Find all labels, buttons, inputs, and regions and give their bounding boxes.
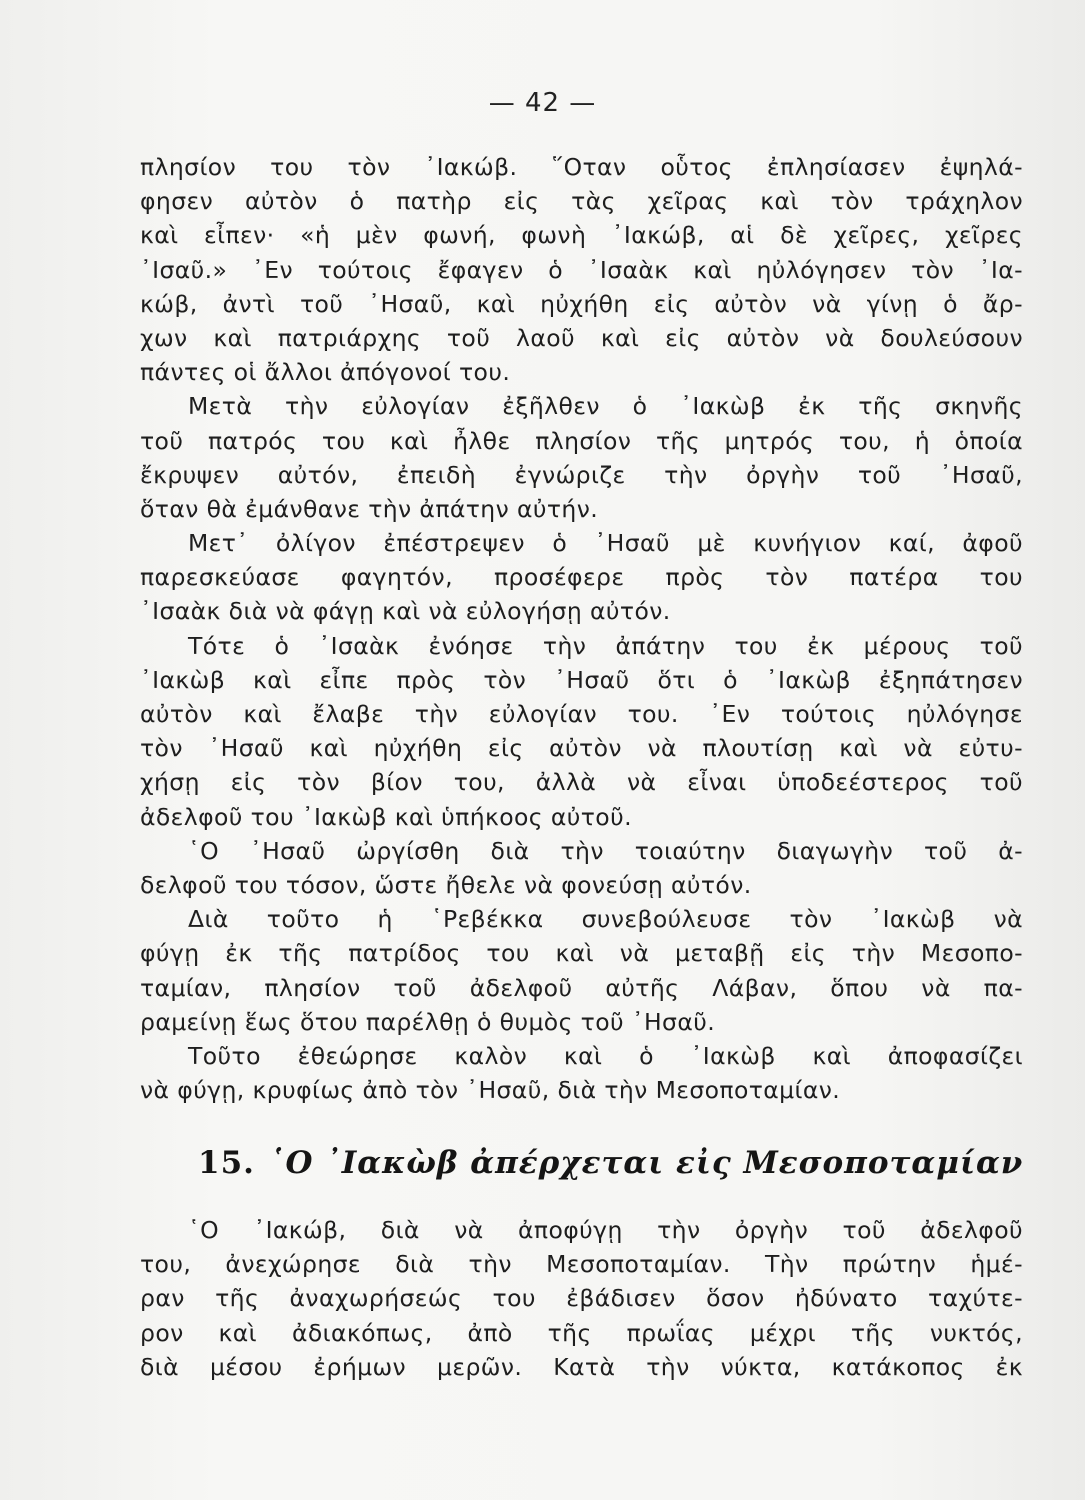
section-number: 15. <box>198 1145 255 1181</box>
text-line: ραν τῆς ἀναχωρήσεώς του ἐβάδισεν ὅσον ἠδύνατο ταχύτε- <box>140 1284 1023 1313</box>
text-line: πλησίον του τὸν ᾿Ιακώβ. ῞Οταν οὗτος ἐπλησίασεν ἐψηλά- <box>140 153 1023 181</box>
text-line: ᾿Ισαῦ.» ᾿Εν τούτοις ἔφαγεν ὁ ᾿Ισαὰκ καὶ ηὐλόγησεν τὸν ᾿Ια- <box>140 255 1023 284</box>
text-line: ρον καὶ ἀδιακόπως, ἀπὸ τῆς πρωΐας μέχρι τῆς νυκτός, <box>140 1318 1023 1347</box>
text-line: Τότε ὁ ᾿Ισαὰκ ἐνόησε τὴν ἀπάτην του ἐκ μέρους τοῦ <box>188 631 1023 660</box>
section-14-text <box>140 150 1023 1107</box>
text-line: ἔκρυψεν αὐτόν, ἐπειδὴ ἐγνώριζε τὴν ὀργὴν τοῦ ᾿Ησαῦ, <box>140 460 1023 489</box>
text-line: ραμείνῃ ἕως ὅτου παρέλθῃ ὁ θυμὸς τοῦ ᾿Ησαῦ. <box>140 1007 716 1036</box>
text-line: ἀδελφοῦ του ᾿Ιακὼβ καὶ ὑπήκοος αὐτοῦ. <box>140 802 632 831</box>
text-line: Μετὰ τὴν εὐλογίαν ἐξῆλθεν ὁ ᾿Ιακὼβ ἐκ τῆς σκηνῆς <box>188 392 1023 421</box>
text-line: Τοῦτο ἐθεώρησε καλὸν καὶ ὁ ᾿Ιακὼβ καὶ ἀποφασίζει <box>188 1041 1023 1070</box>
text-line: Μετ᾿ ὀλίγον ἐπέστρεψεν ὁ ᾿Ησαῦ μὲ κυνήγιον καί, ἀφοῦ <box>188 529 1023 558</box>
text-line: φησεν αὐτὸν ὁ πατὴρ εἰς τὰς χεῖρας καὶ τὸν τράχηλον <box>140 187 1023 216</box>
text-line: ταμίαν, πλησίον τοῦ ἀδελφοῦ αὐτῆς Λάβαν, ὅπου νὰ πα- <box>140 973 1023 1002</box>
text-line: δελφοῦ του τόσον, ὥστε ἤθελε νὰ φονεύσῃ αὐτόν. <box>140 870 752 899</box>
text-line: τοῦ πατρός του καὶ ἦλθε πλησίον τῆς μητρός του, ἡ ὁποία <box>140 426 1023 455</box>
text-line: φύγῃ ἐκ τῆς πατρίδος του καὶ νὰ μεταβῇ εἰς τὴν Μεσοπο- <box>140 939 1023 968</box>
text-line: παρεσκεύασε φαγητόν, προσέφερε πρὸς τὸν πατέρα του <box>140 563 1023 592</box>
text-line: τὸν ᾿Ησαῦ καὶ ηὐχήθη εἰς αὐτὸν νὰ πλουτίσῃ καὶ νὰ εὐτυ- <box>140 734 1023 763</box>
text-line: ὅταν θὰ ἐμάνθανε τὴν ἀπάτην αὐτήν. <box>140 494 599 523</box>
text-line: Διὰ τοῦτο ἡ ῾Ρεβέκκα συνεβούλευσε τὸν ᾿Ιακὼβ νὰ <box>188 905 1023 934</box>
text-line: διὰ μέσου ἐρήμων μερῶν. Κατὰ τὴν νύκτα, κατάκοπος ἐκ <box>140 1352 1023 1381</box>
text-line: νὰ φύγῃ, κρυφίως ἀπὸ τὸν ᾿Ησαῦ, διὰ τὴν Μεσοποταμίαν. <box>140 1076 841 1105</box>
text-line: χων καὶ πατριάρχης τοῦ λαοῦ καὶ εἰς αὐτὸν νὰ δουλεύσουν <box>140 323 1023 352</box>
text-line: ᾿Ιακὼβ καὶ εἶπε πρὸς τὸν ᾿Ησαῦ ὅτι ὁ ᾿Ιακὼβ ἐξηπάτησεν <box>140 665 1023 694</box>
section-heading <box>198 1145 1024 1181</box>
text-line: χήσῃ εἰς τὸν βίον του, ἀλλὰ νὰ εἶναι ὑποδεέστερος τοῦ <box>140 768 1023 797</box>
text-line: ᾿Ισαὰκ διὰ νὰ φάγῃ καὶ νὰ εὐλογήσῃ αὐτόν. <box>140 597 671 626</box>
section-15-text <box>140 1213 1023 1384</box>
page-number: — 42 — <box>488 88 597 118</box>
text-line: κώβ, ἀντὶ τοῦ ᾿Ησαῦ, καὶ ηὐχήθη εἰς αὐτὸν νὰ γίνῃ ὁ ἄρ- <box>140 289 1023 318</box>
text-line: ῾Ο ᾿Ιακώβ, διὰ νὰ ἀποφύγῃ τὴν ὀργὴν τοῦ ἀδελφοῦ <box>188 1216 1023 1244</box>
text-line: του, ἀνεχώρησε διὰ τὴν Μεσοποταμίαν. Τὴν πρώτην ἡμέ- <box>140 1250 1023 1279</box>
section-title: ῾Ο ᾿Ιακὼβ ἀπέρχεται εἰς Μεσοποταμίαν <box>268 1145 1024 1181</box>
text-line: πάντες οἱ ἄλλοι ἀπόγονοί του. <box>140 358 511 387</box>
text-line: καὶ εἶπεν· «ἡ μὲν φωνή, φωνὴ ᾿Ιακώβ, αἱ δὲ χεῖρες, χεῖρες <box>140 221 1023 250</box>
text-line: ῾Ο ᾿Ησαῦ ὠργίσθη διὰ τὴν τοιαύτην διαγωγὴν τοῦ ἀ- <box>188 836 1023 865</box>
text-line: αὐτὸν καὶ ἔλαβε τὴν εὐλογίαν του. ᾿Εν τούτοις ηὐλόγησε <box>140 700 1023 728</box>
